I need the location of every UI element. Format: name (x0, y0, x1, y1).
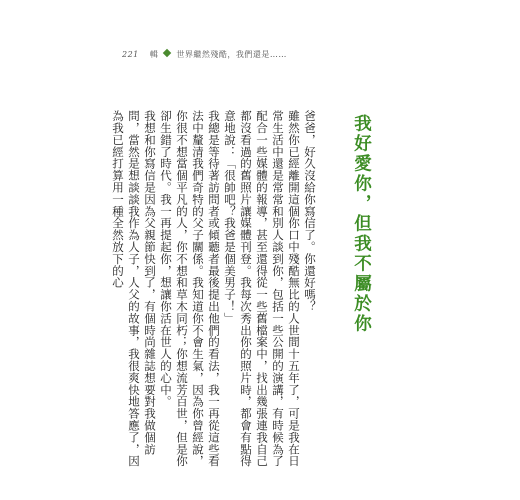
running-title: 世界繼然殘酷，我們還是…… (176, 50, 287, 59)
paragraph: 我想和你寫信是因為父親節快到了，有個時尚雜誌想要對我做個訪問，當然是想談談我作為人子，人父的故事，我很爽快地答應了，因為我已經打算用一種全然放下的心 (111, 110, 157, 467)
page-number: 221 (122, 50, 139, 59)
body-text (111, 110, 318, 470)
running-header (122, 49, 287, 60)
chapter-title: 我好愛你，但我不屬於你 (351, 114, 372, 334)
paragraph-greeting: 爸爸，好久沒給你寫信了。你還好嗎？ (303, 110, 317, 313)
paragraph: 我總是等待著訪問者或傾聽者最後提出他們的看法，我一再從這些看法中釐清我們奇特的父子關係。我知道你不會生氣，因為你曾經說，你很不想當個平凡的人，你不想和草木同朽；你想流芳百世，但是你卻生錯了時代。我一再提起你，想讓你活在世人的心中。 (159, 110, 221, 467)
leaf-ornament-icon (163, 49, 171, 57)
paragraph: 雖然你已經離開這個你口中殘酷無比的人世間十五年了，可是我在日常生活中還是常常和別人談到你，包括一些公開的演講，有時候為了配合一些媒體的報導，甚至還得從一些舊檔案中，找出幾張連我自己都沒看過的舊照片讓媒體刊登。我每次秀出你的照片時，都會有點得意地說：「很帥吧？我爸是個美男子！」 (223, 110, 301, 467)
section-label: 輯 (149, 50, 159, 59)
